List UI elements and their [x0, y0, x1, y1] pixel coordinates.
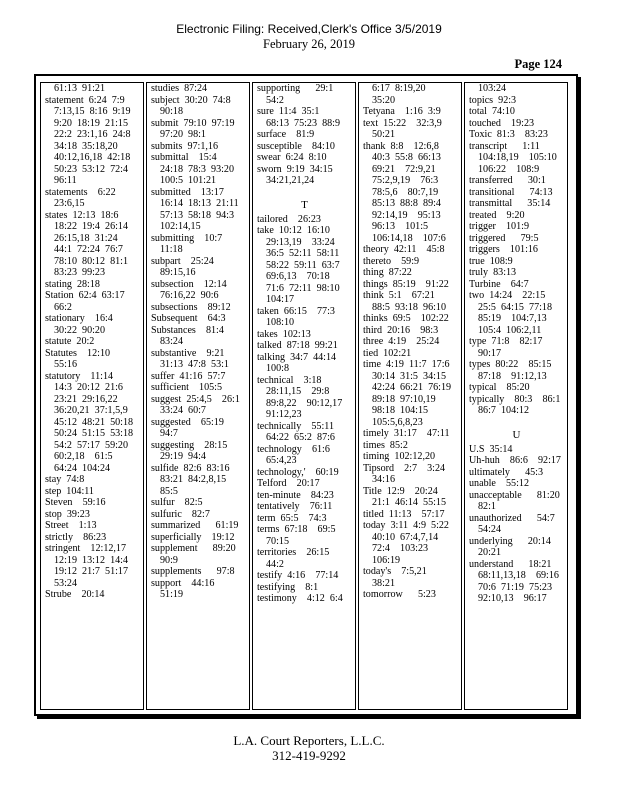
index-continuation-line: 102:14,15: [160, 221, 201, 232]
transcript-date: February 26, 2019: [263, 37, 355, 51]
index-entry-line: summarized 61:19: [151, 520, 239, 531]
index-continuation-line: 50:24 51:15 53:18: [54, 428, 134, 439]
index-continuation-line: 9:20 18:19 21:15: [54, 117, 129, 129]
index-continuation-line: 68:13 75:23 88:9: [266, 117, 341, 129]
index-entry-line: Telford 20:17: [257, 478, 320, 489]
index-entry-line: supplements 97:8: [151, 566, 235, 577]
index-continuation-line: 82:1: [478, 501, 496, 512]
index-entry-line: titled 11:13 57:17: [363, 508, 445, 520]
index-continuation-line: 36:5 52:11 58:11: [266, 248, 340, 259]
index-continuation-line: 12:19 13:12 14:4: [54, 554, 129, 566]
index-continuation-line: 85:5: [160, 485, 178, 497]
index-continuation-line: 25:5 64:15 77:18: [478, 301, 553, 313]
index-continuation-line: 106:22 108:9: [478, 163, 540, 175]
index-entry-line: Statutes 12:10: [45, 347, 111, 359]
index-continuation-line: 90:18: [160, 106, 183, 117]
index-entry-line: typically 80:3 86:1: [469, 393, 561, 405]
index-entry-line: technically 55:11: [257, 420, 334, 432]
index-continuation-line: 76:16,22 90:6: [160, 290, 219, 301]
index-entry-line: technical 3:18: [257, 374, 322, 386]
index-entry-line: statement 6:24 7:9: [45, 94, 125, 106]
index-continuation-line: 89:18 97:10,19: [372, 393, 436, 405]
index-entry-line: topics 92:3: [469, 94, 517, 106]
index-entry-line: Steven 59:16: [45, 497, 106, 508]
filing-stamp: Electronic Filing: Received,Clerk's Office 3/5/2019: [176, 22, 442, 36]
index-column-2: [146, 82, 250, 710]
index-entry-line: Tipsord 2:7 3:24: [363, 462, 446, 474]
index-entry-line: terms 67:18 69:5: [257, 524, 336, 535]
index-continuation-line: 98:18 104:15: [372, 405, 429, 416]
index-column-4: [358, 82, 462, 710]
index-continuation-line: 78:10 80:12 81:1: [54, 255, 129, 267]
index-continuation-line: 87:18 91:12,13: [478, 370, 547, 382]
index-entry-line: submitted 13:17: [151, 186, 224, 198]
index-entry-line: sure 11:4 35:1: [257, 106, 320, 117]
index-continuation-line: 30:22 90:20: [54, 324, 106, 336]
index-entry-line: tailored 26:23: [257, 213, 321, 225]
index-continuation-line: 26:15,18 31:24: [54, 232, 118, 244]
index-continuation-line: 33:24 60:7: [160, 405, 206, 416]
index-entry-line: timing 102:12,20: [363, 451, 436, 462]
index-continuation-line: 19:12 21:7 51:17: [54, 566, 129, 577]
index-entry-line: talking 34:7 44:14: [257, 351, 337, 363]
index-entry-line: true 108:9: [469, 255, 513, 267]
index-entry-line: stringent 12:12,17: [45, 543, 127, 554]
index-continuation-line: 92:10,13 96:17: [478, 593, 547, 604]
footer-phone: 312-419-9292: [272, 748, 346, 763]
index-entry-line: thing 87:22: [363, 267, 412, 278]
index-entry-line: triggered 79:5: [469, 232, 539, 244]
index-entry-line: three 4:19 25:24: [363, 336, 440, 347]
index-entry-line: understand 18:21: [469, 558, 552, 570]
index-continuation-line: 30:14 31:5 34:15: [372, 370, 447, 382]
index-continuation-line: 105:5,6,8,23: [372, 416, 423, 428]
index-entry-line: subpart 25:24: [151, 255, 214, 267]
index-entry-line: suffer 41:16 57:7: [151, 370, 226, 382]
index-continuation-line: 36:20,21 37:1,5,9: [54, 405, 128, 416]
index-continuation-line: 90:17: [478, 347, 501, 359]
index-entry-line: U.S 35:14: [469, 443, 513, 455]
index-entry-line: sworn 9:19 34:15: [257, 163, 333, 175]
index-entry-line: statute 20:2: [45, 336, 95, 347]
index-entry-line: support 44:16: [151, 577, 215, 589]
index-entry-line: stop 39:23: [45, 508, 90, 520]
index-entry-line: truly 83:13: [469, 267, 517, 278]
index-entry-line: stationary 16:4: [45, 313, 113, 324]
index-continuation-line: 92:14,19 95:13: [372, 209, 441, 221]
index-continuation-line: 94:7: [160, 428, 178, 439]
index-entry-line: times 85:2: [363, 439, 408, 451]
index-entry-line: strictly 86:23: [45, 531, 107, 543]
index-entry-line: thinks 69:5 102:22: [363, 313, 449, 324]
index-continuation-line: 34:18 35:18,20: [54, 140, 118, 152]
index-continuation-line: 69:6,13 70:18: [266, 271, 330, 282]
index-continuation-line: 34:16: [372, 474, 395, 485]
index-continuation-line: 57:13 58:18 94:3: [160, 209, 235, 221]
index-entry-line: type 71:8 82:17: [469, 336, 543, 347]
index-column-1: [40, 82, 144, 710]
index-entry-line: underlying 20:14: [469, 535, 551, 547]
index-entry-line: timely 31:17 47:11: [363, 428, 450, 439]
index-column-5: [464, 82, 568, 710]
index-continuation-line: 31:13 47:8 53:1: [160, 359, 229, 370]
index-entry-line: Title 12:9 20:24: [363, 485, 438, 497]
index-continuation-line: 100:8: [266, 363, 289, 374]
index-entry-line: stating 28:18: [45, 278, 100, 290]
index-entry-line: total 74:10: [469, 106, 515, 117]
index-continuation-line: 54:2 57:17 59:20: [54, 439, 129, 451]
index-entry-line: step 104:11: [45, 485, 94, 497]
index-continuation-line: 71:6 72:11 98:10: [266, 282, 340, 294]
index-entry-line: Toxic 81:3 83:23: [469, 129, 548, 140]
index-continuation-line: 89:15,16: [160, 267, 196, 278]
index-entry-line: time 4:19 11:7 17:6: [363, 359, 450, 370]
index-continuation-line: 7:13,15 8:16 9:19: [54, 106, 131, 117]
index-continuation-line: 103:24: [478, 83, 507, 94]
index-continuation-line: 44:1 72:24 76:7: [54, 244, 123, 255]
index-entry-line: territories 26:15: [257, 547, 330, 558]
index-continuation-line: 58:22 59:11 63:7: [266, 259, 340, 271]
index-entry-line: submittal 15:4: [151, 152, 217, 163]
index-continuation-line: 83:24: [160, 336, 183, 347]
index-continuation-line: 35:20: [372, 94, 395, 106]
index-entry-line: technology,' 60:19: [257, 466, 339, 478]
index-continuation-line: 90:9: [160, 554, 178, 566]
section-letter: U: [512, 429, 521, 441]
index-entry-line: tied 102:21: [363, 347, 412, 359]
index-continuation-line: 83:23 99:23: [54, 267, 106, 278]
index-continuation-line: 55:16: [54, 359, 77, 370]
index-entry-line: Turbine 64:7: [469, 278, 529, 290]
index-entry-line: thank 8:8 12:6,8: [363, 140, 439, 152]
index-continuation-line: 105:4 106:2,11: [478, 324, 542, 336]
index-entry-line: subsection 12:14: [151, 278, 227, 290]
index-entry-line: Strube 20:14: [45, 589, 105, 600]
index-continuation-line: 75:2,9,19 76:3: [372, 175, 439, 186]
index-entry-line: testify 4:16 77:14: [257, 570, 339, 581]
index-continuation-line: 100:5 101:21: [160, 175, 217, 186]
index-entry-line: superficially 19:12: [151, 531, 235, 543]
index-entry-line: thereto 59:9: [363, 255, 420, 267]
index-continuation-line: 69:21 72:9,21: [372, 163, 436, 175]
index-entry-line: talked 87:18 99:21: [257, 340, 338, 351]
index-entry-line: subsections 89:12: [151, 301, 231, 313]
index-entry-line: term 65:5 74:3: [257, 512, 327, 524]
index-continuation-line: 23:6,15: [54, 198, 85, 209]
index-continuation-line: 44:2: [266, 558, 284, 570]
index-entry-line: studies 87:24: [151, 83, 208, 94]
index-entry-line: transcript 1:11: [469, 140, 540, 152]
index-continuation-line: 64:24 104:24: [54, 462, 111, 474]
index-continuation-line: 50:21: [372, 129, 395, 140]
index-continuation-line: 14:3 20:12 21:6: [54, 382, 123, 393]
index-continuation-line: 91:12,23: [266, 409, 302, 420]
index-entry-line: types 80:22 85:15: [469, 359, 552, 370]
index-entry-line: unacceptable 81:20: [469, 489, 560, 501]
index-continuation-line: 16:14 18:13 21:11: [160, 198, 239, 209]
index-continuation-line: 85:19 104:7,13: [478, 313, 547, 324]
index-entry-line: swear 6:24 8:10: [257, 152, 327, 163]
index-entry-line: technology 61:6: [257, 443, 330, 455]
index-entry-line: takes 102:13: [257, 328, 311, 340]
index-entry-line: susceptible 84:10: [257, 140, 335, 152]
index-entry-line: transferred 30:1: [469, 175, 546, 186]
index-entry-line: suggesting 28:15: [151, 439, 228, 451]
index-continuation-line: 20:21: [478, 547, 501, 558]
index-entry-line: taken 66:15 77:3: [257, 305, 335, 317]
index-continuation-line: 104:17: [266, 294, 295, 305]
index-continuation-line: 40:12,16,18 42:18: [54, 152, 131, 163]
index-continuation-line: 61:13 91:21: [54, 83, 106, 94]
index-continuation-line: 104:18,19 105:10: [478, 152, 557, 163]
index-continuation-line: 88:5 93:18 96:10: [372, 301, 447, 313]
section-letter: T: [301, 199, 308, 211]
index-entry-line: sufficient 105:5: [151, 382, 223, 393]
index-continuation-line: 40:10 67:4,7,14: [372, 531, 439, 543]
index-entry-line: statutory 11:14: [45, 370, 114, 382]
index-entry-line: transmittal 35:14: [469, 198, 551, 209]
index-continuation-line: 29:19 94:4: [160, 451, 206, 462]
index-continuation-line: 70:15: [266, 535, 289, 547]
index-frame: [34, 74, 578, 716]
index-continuation-line: 83:21 84:2,8,15: [160, 474, 227, 485]
index-continuation-line: 108:10: [266, 317, 295, 328]
index-entry-line: two 14:24 22:15: [469, 290, 546, 301]
index-continuation-line: 106:19: [372, 554, 401, 566]
index-continuation-line: 21:1 46:14 55:15: [372, 497, 447, 508]
index-continuation-line: 18:22 19:4 26:14: [54, 221, 129, 232]
index-entry-line: tomorrow 5:23: [363, 589, 436, 600]
index-entry-line: Substances 81:4: [151, 324, 224, 336]
index-continuation-line: 34:21,21,24: [266, 175, 315, 186]
index-entry-line: states 12:13 18:6: [45, 209, 119, 221]
index-entry-line: Subsequent 64:3: [151, 313, 226, 324]
index-continuation-line: 78:5,6 80:7,19: [372, 186, 439, 198]
index-entry-line: sulfuric 82:7: [151, 508, 210, 520]
index-continuation-line: 45:12 48:21 50:18: [54, 416, 134, 428]
index-continuation-line: 42:24 66:21 76:19: [372, 382, 452, 393]
index-entry-line: testimony 4:12 6:4: [257, 593, 343, 604]
index-continuation-line: 96:13 101:5: [372, 221, 429, 232]
index-entry-line: tentatively 76:11: [257, 501, 333, 512]
index-entry-line: today's 7:5,21: [363, 566, 427, 577]
index-entry-line: things 85:19 91:22: [363, 278, 449, 290]
page-number: Page 124: [514, 57, 562, 71]
index-continuation-line: 64:22 65:2 87:6: [266, 432, 335, 443]
index-entry-line: submits 97:1,16: [151, 140, 219, 152]
index-entry-line: ten-minute 84:23: [257, 489, 334, 501]
index-entry-line: unable 55:12: [469, 478, 529, 489]
index-continuation-line: 38:21: [372, 577, 395, 589]
index-entry-line: supporting 29:1: [257, 83, 334, 94]
index-entry-line: stay 74:8: [45, 474, 85, 485]
index-entry-line: ultimately 45:3: [469, 466, 544, 478]
index-entry-line: text 15:22 32:3,9: [363, 117, 442, 129]
index-entry-line: supplement 89:20: [151, 543, 236, 554]
index-entry-line: testifying 8:1: [257, 581, 319, 593]
index-continuation-line: 50:23 53:12 72:4: [54, 163, 129, 175]
index-continuation-line: 53:24: [54, 577, 77, 589]
index-entry-line: trigger 101:9: [469, 221, 529, 232]
index-continuation-line: 54:24: [478, 524, 501, 535]
index-entry-line: suggested 65:19: [151, 416, 224, 428]
index-entry-line: substantive 9:21: [151, 347, 225, 359]
index-continuation-line: 97:20 98:1: [160, 129, 206, 140]
index-continuation-line: 60:2,18 61:5: [54, 451, 113, 462]
index-continuation-line: 106:14,18 107:6: [372, 232, 446, 244]
index-continuation-line: 23:21 29:16,22: [54, 393, 118, 405]
index-continuation-line: 65:4,23: [266, 455, 297, 466]
index-entry-line: [469, 417, 564, 429]
index-continuation-line: 54:2: [266, 94, 284, 106]
index-entry-line: treated 9:20: [469, 209, 525, 221]
index-entry-line: Uh-huh 86:6 92:17: [469, 455, 561, 466]
index-continuation-line: 40:3 55:8 66:13: [372, 152, 441, 163]
index-entry-line: Street 1:13: [45, 520, 97, 531]
index-entry-line: suggest 25:4,5 26:1: [151, 393, 240, 405]
index-entry-line: theory 42:11 45:8: [363, 244, 445, 255]
index-entry-line: today 3:11 4:9 5:22: [363, 520, 449, 531]
index-continuation-line: 72:4 103:23: [372, 543, 429, 554]
index-entry-line: submit 79:10 97:19: [151, 117, 235, 129]
index-continuation-line: 6:17 8:19,20: [372, 83, 426, 94]
index-entry-line: triggers 101:16: [469, 244, 538, 255]
index-continuation-line: 11:18: [160, 244, 183, 255]
index-continuation-line: 28:11,15 29:8: [266, 386, 330, 397]
index-entry-line: [257, 187, 352, 199]
index-entry-line: third 20:16 98:3: [363, 324, 439, 336]
index-continuation-line: 24:18 78:3 93:20: [160, 163, 235, 175]
index-continuation-line: 70:6 71:19 75:23: [478, 581, 553, 593]
index-entry-line: statements 6:22: [45, 186, 116, 198]
index-continuation-line: 85:13 88:8 89:4: [372, 198, 441, 209]
footer-company: L.A. Court Reporters, L.L.C.: [233, 733, 385, 748]
index-entry-line: Tetyana 1:16 3:9: [363, 106, 441, 117]
index-continuation-line: 22:2 23:1,16 24:8: [54, 129, 131, 140]
index-continuation-line: 86:7 104:12: [478, 405, 530, 416]
index-entry-line: think 5:1 67:21: [363, 290, 435, 301]
index-continuation-line: 96:11: [54, 175, 77, 186]
index-entry-line: touched 19:23: [469, 117, 535, 129]
index-continuation-line: 66:2: [54, 301, 72, 313]
index-entry-line: Station 62:4 63:17: [45, 290, 125, 301]
index-entry-line: unauthorized 54:7: [469, 512, 555, 524]
index-entry-line: subject 30:20 74:8: [151, 94, 231, 106]
index-entry-line: surface 81:9: [257, 129, 315, 140]
index-entry-line: take 10:12 16:10: [257, 225, 330, 236]
index-entry-line: transitional 74:13: [469, 186, 553, 198]
index-entry-line: sulfur 82:5: [151, 497, 203, 508]
index-entry-line: submitting 10:7: [151, 232, 223, 244]
index-continuation-line: 89:8,22 90:12,17: [266, 397, 343, 409]
index-continuation-line: 68:11,13,18 69:16: [478, 570, 559, 581]
index-continuation-line: 51:19: [160, 589, 183, 600]
index-entry-line: typical 85:20: [469, 382, 530, 393]
index-continuation-line: 29:13,19 33:24: [266, 236, 335, 248]
index-column-3: [252, 82, 356, 710]
index-entry-line: sulfide 82:6 83:16: [151, 462, 230, 474]
